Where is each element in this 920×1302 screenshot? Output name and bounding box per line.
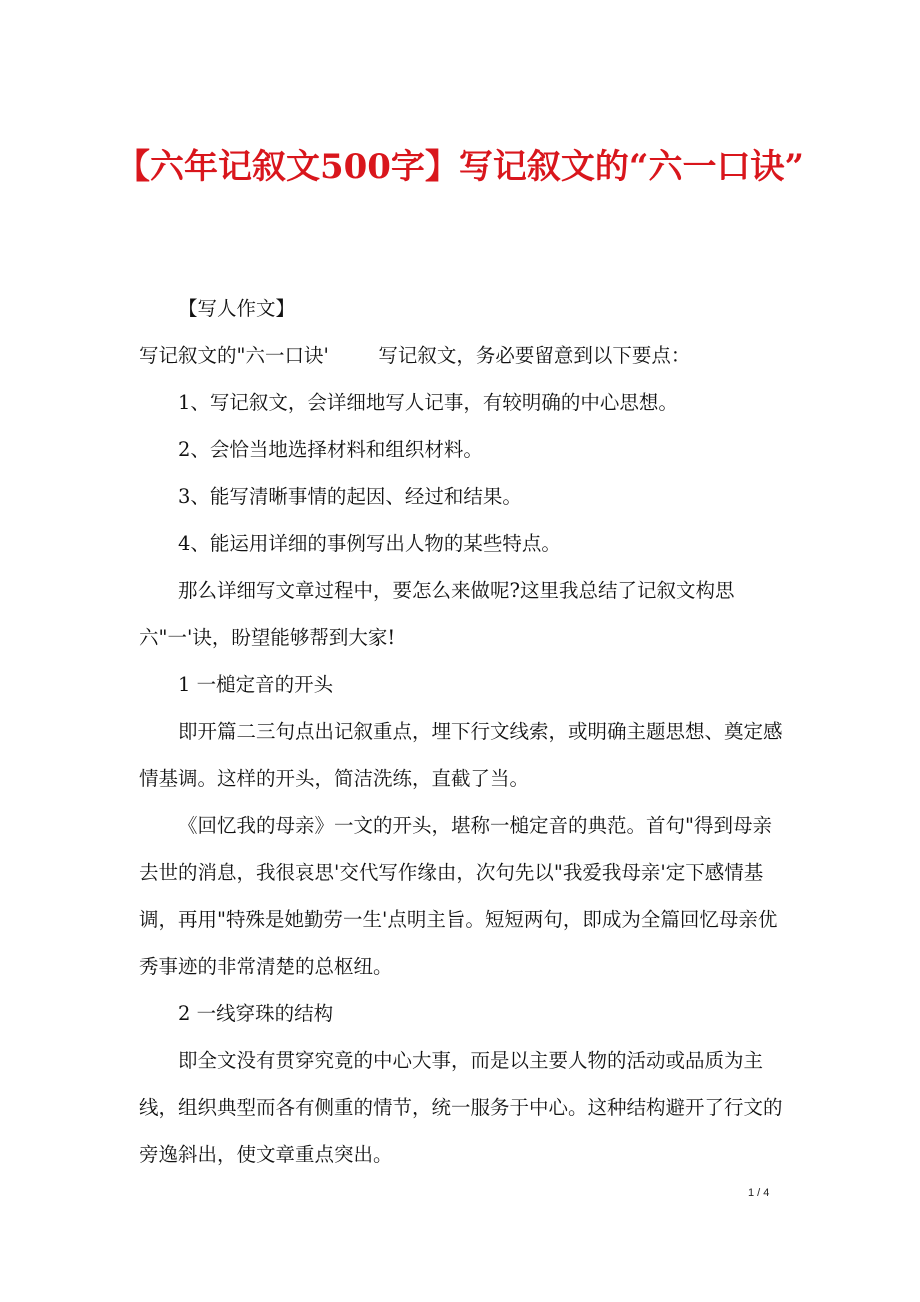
structure-explanation: 即全文没有贯穿究竟的中心大事，而是以主要人物的活动或品质为主线，组织典型而各有侧重的情节，统一服务于中心。这种结构避开了行文的旁逸斜出，使文章重点突出。 <box>139 1049 783 1166</box>
section-heading-portrait-writing: 【写人作文】 <box>178 297 296 320</box>
point-1: 1、写记叙文，会详细地写人记事，有较明确的中心思想。 <box>178 391 678 414</box>
transition-paragraph: 那么详细写文章过程中，要怎么来做呢?这里我总结了记叙文构思六"一'诀，盼望能够帮到大家! <box>139 579 735 649</box>
intro-line: 写记叙文的"六一口诀' 写记叙文，务必要留意到以下要点： <box>139 344 691 367</box>
point-3: 3、能写清晰事情的起因、经过和结果。 <box>178 485 522 508</box>
subheading-structure: 2 一线穿珠的结构 <box>178 1002 334 1025</box>
opening-example: 《回忆我的母亲》一文的开头，堪称一槌定音的典范。首句"得到母亲去世的消息，我很哀思'交代写作缘由，次句先以"我爱我母亲'定下感情基调，再用"特殊是她勤劳一生'点明主旨。短短两句，即成为全篇回忆母亲优秀事迹的非常清楚的总枢纽。 <box>139 814 778 978</box>
point-4: 4、能运用详细的事例写出人物的某些特点。 <box>178 532 561 555</box>
point-2: 2、会恰当地选择材料和组织材料。 <box>178 438 483 461</box>
document-body <box>139 285 789 1178</box>
page-number: 1 / 4 <box>748 1187 770 1199</box>
document-title: 【六年记叙文500字】写记叙文的“六一口诀” <box>115 147 805 187</box>
opening-explanation: 即开篇二三句点出记叙重点，埋下行文线索，或明确主题思想、奠定感情基调。这样的开头，简洁洗练，直截了当。 <box>139 720 783 790</box>
subheading-opening: 1 一槌定音的开头 <box>178 673 334 696</box>
